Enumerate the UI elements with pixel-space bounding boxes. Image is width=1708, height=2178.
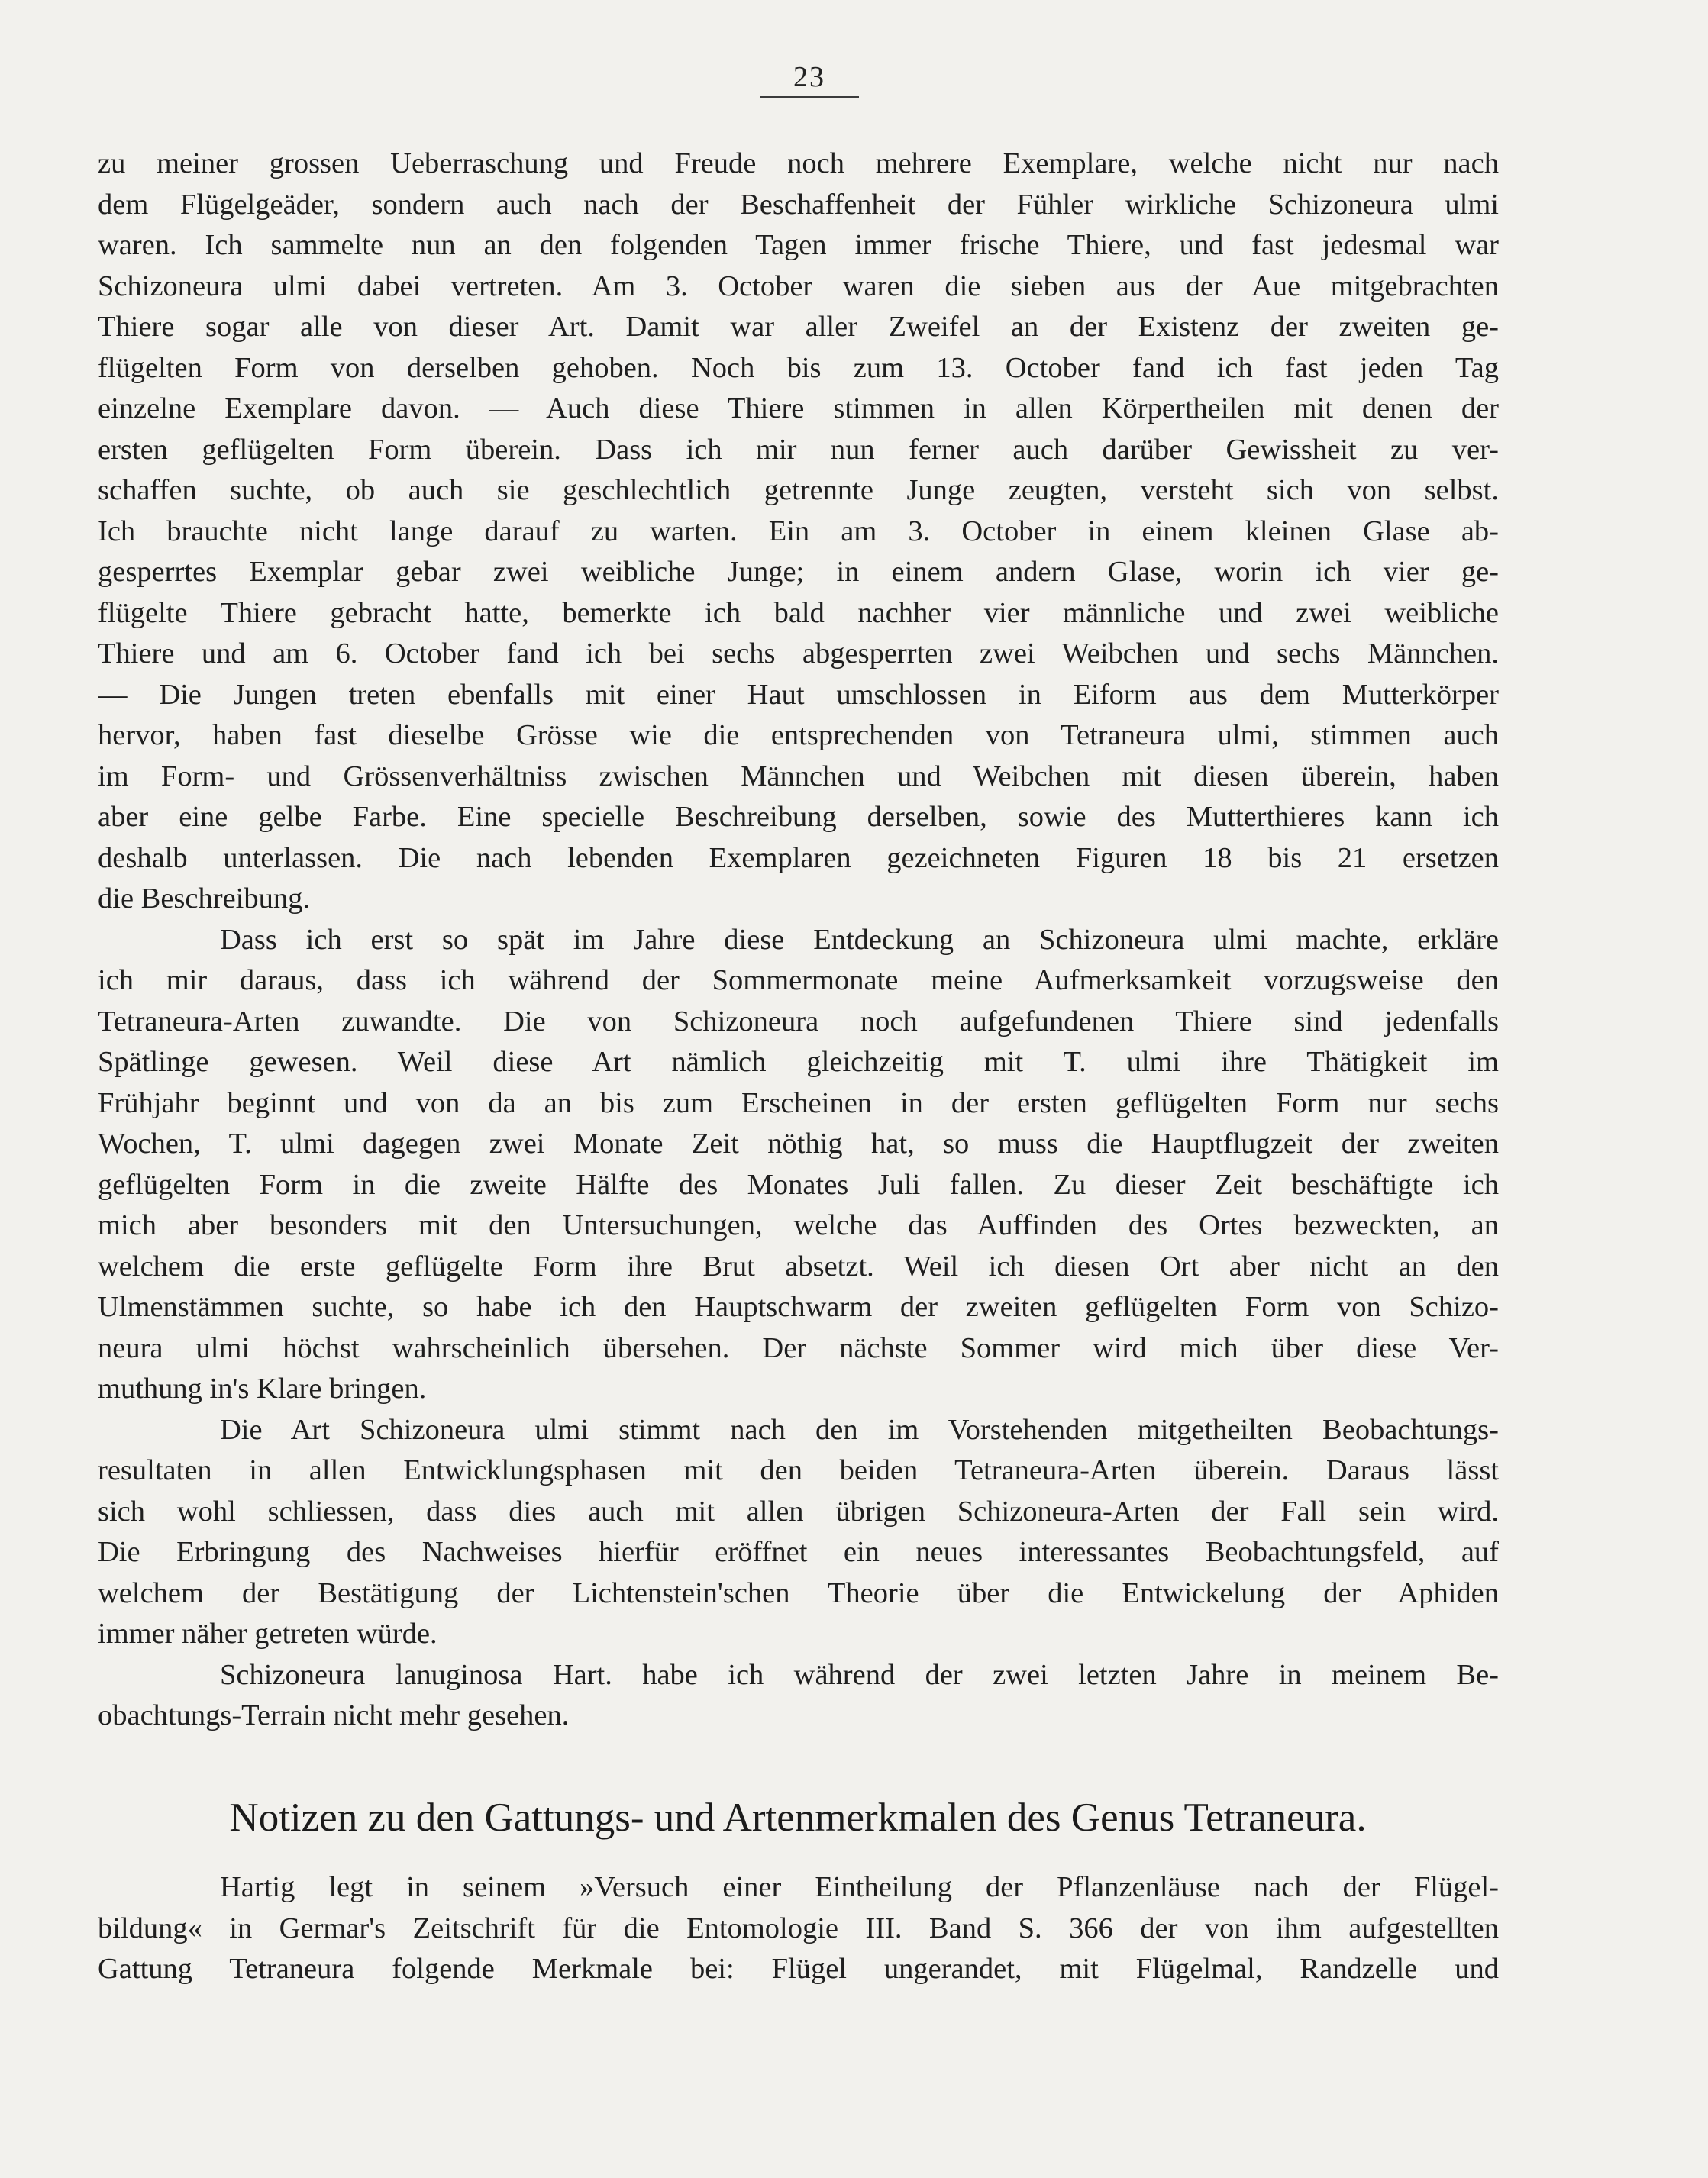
body-line: muthung in's Klare bringen. [98,1373,427,1405]
body-line: aber eine gelbe Farbe. Eine specielle Beschreibung derselben, sowie des Mutterthieres kann ich [98,801,1499,833]
body-line: flügelten Form von derselben gehoben. Noch bis zum 13. October fand ich fast jeden Tag [98,351,1499,384]
body-line: Wochen, T. ulmi dagegen zwei Monate Zeit nöthig hat, so muss die Hauptflugzeit der zweiten [98,1128,1499,1160]
body-line: Thiere und am 6. October fand ich bei sechs abgesperrten zwei Weibchen und sechs Männchen. [98,637,1499,670]
body-line: mich aber besonders mit den Untersuchungen, welche das Auffinden des Ortes bezweckten, an [98,1209,1499,1241]
body-line: die Beschreibung. [98,882,310,915]
body-line: Spätlinge gewesen. Weil diese Art nämlich gleichzeitig mit T. ulmi ihre Thätigkeit im [98,1046,1499,1078]
section-line: Gattung Tetraneura folgende Merkmale bei: Flügel ungerandet, mit Flügelmal, Randzelle und [98,1953,1499,1985]
body-line: Dass ich erst so spät im Jahre diese Entdeckung an Schizoneura ulmi machte, erkläre [220,923,1499,956]
body-line: — Die Jungen treten ebenfalls mit einer Haut umschlossen in Eiform aus dem Mutterkörper [98,678,1499,711]
body-line: ich mir daraus, dass ich während der Sommermonate meine Aufmerksamkeit vorzugsweise den [98,964,1499,996]
body-line: einzelne Exemplare davon. — Auch diese Thiere stimmen in allen Körpertheilen mit denen der [98,392,1499,424]
body-line: waren. Ich sammelte nun an den folgenden Tagen immer frische Thiere, und fast jedesmal war [98,229,1499,261]
body-line: flügelte Thiere gebracht hatte, bemerkte ich bald nachher vier männliche und zwei weibliche [98,596,1499,629]
body-line: ersten geflügelten Form überein. Dass ich mir nun ferner auch darüber Gewissheit zu ver- [98,433,1499,466]
body-line: welchem die erste geflügelte Form ihre Brut absetzt. Weil ich diesen Ort aber nicht an den [98,1250,1499,1283]
body-line: Tetraneura-Arten zuwandte. Die von Schizoneura noch aufgefundenen Thiere sind jedenfalls [98,1005,1499,1037]
body-line: im Form- und Grössenverhältniss zwischen Männchen und Weibchen mit diesen überein, haben [98,760,1499,792]
body-line: dem Flügelgeäder, sondern auch nach der Beschaffenheit der Fühler wirkliche Schizoneura ulmi [98,188,1499,221]
body-line: hervor, haben fast dieselbe Grösse wie die entsprechenden von Tetraneura ulmi, stimmen auch [98,719,1499,751]
section-line: Hartig legt in seinem »Versuch einer Eintheilung der Pflanzenläuse nach der Flügel- [220,1871,1499,1903]
body-line: welchem der Bestätigung der Lichtenstein'schen Theorie über die Entwickelung der Aphiden [98,1576,1499,1609]
body-line: Ulmenstämmen suchte, so habe ich den Hauptschwarm der zweiten geflügelten Form von Schizo- [98,1291,1499,1323]
body-line: deshalb unterlassen. Die nach lebenden Exemplaren gezeichneten Figuren 18 bis 21 ersetzen [98,841,1499,874]
page-number: 23 [760,63,859,98]
body-line: zu meiner grossen Ueberraschung und Freude noch mehrere Exemplare, welche nicht nur nach [98,147,1499,179]
body-line: Schizoneura lanuginosa Hart. habe ich während der zwei letzten Jahre in meinem Be- [220,1658,1499,1691]
body-line: geflügelten Form in die zweite Hälfte des Monates Juli fallen. Zu dieser Zeit beschäftigte ich [98,1168,1499,1201]
body-line: immer näher getreten würde. [98,1618,437,1650]
section-title: Notizen zu den Gattungs- und Artenmerkmalen des Genus Tetraneura. [229,1796,1367,1840]
body-line: sich wohl schliessen, dass dies auch mit allen übrigen Schizoneura-Arten der Fall sein wird. [98,1495,1499,1528]
body-line: gesperrtes Exemplar gebar zwei weibliche Junge; in einem andern Glase, worin ich vier ge- [98,556,1499,588]
body-text [98,144,1499,1737]
body-line: Thiere sogar alle von dieser Art. Damit war aller Zweifel an der Existenz der zweiten ge- [98,311,1499,343]
body-line: Ich brauchte nicht lange darauf zu warten. Ein am 3. October in einem kleinen Glase ab- [98,515,1499,547]
section-line: bildung« in Germar's Zeitschrift für die Entomologie III. Band S. 366 der von ihm aufgestellten [98,1912,1499,1944]
body-line: Die Erbringung des Nachweises hierfür eröffnet ein neues interessantes Beobachtungsfeld, auf [98,1536,1499,1568]
body-line: neura ulmi höchst wahrscheinlich übersehen. Der nächste Sommer wird mich über diese Ver- [98,1331,1499,1364]
body-line: obachtungs-Terrain nicht mehr gesehen. [98,1699,570,1731]
body-line: Frühjahr beginnt und von da an bis zum Erscheinen in der ersten geflügelten Form nur sechs [98,1086,1499,1119]
section-text [98,1867,1499,1990]
body-line: schaffen suchte, ob auch sie geschlechtlich getrennte Junge zeugten, versteht sich von selbst. [98,474,1499,506]
body-line: Schizoneura ulmi dabei vertreten. Am 3. October waren die sieben aus der Aue mitgebrachten [98,269,1499,302]
body-line: resultaten in allen Entwicklungsphasen mit den beiden Tetraneura-Arten überein. Daraus lässt [98,1454,1499,1486]
body-line: Die Art Schizoneura ulmi stimmt nach den im Vorstehenden mitgetheilten Beobachtungs- [220,1413,1499,1446]
